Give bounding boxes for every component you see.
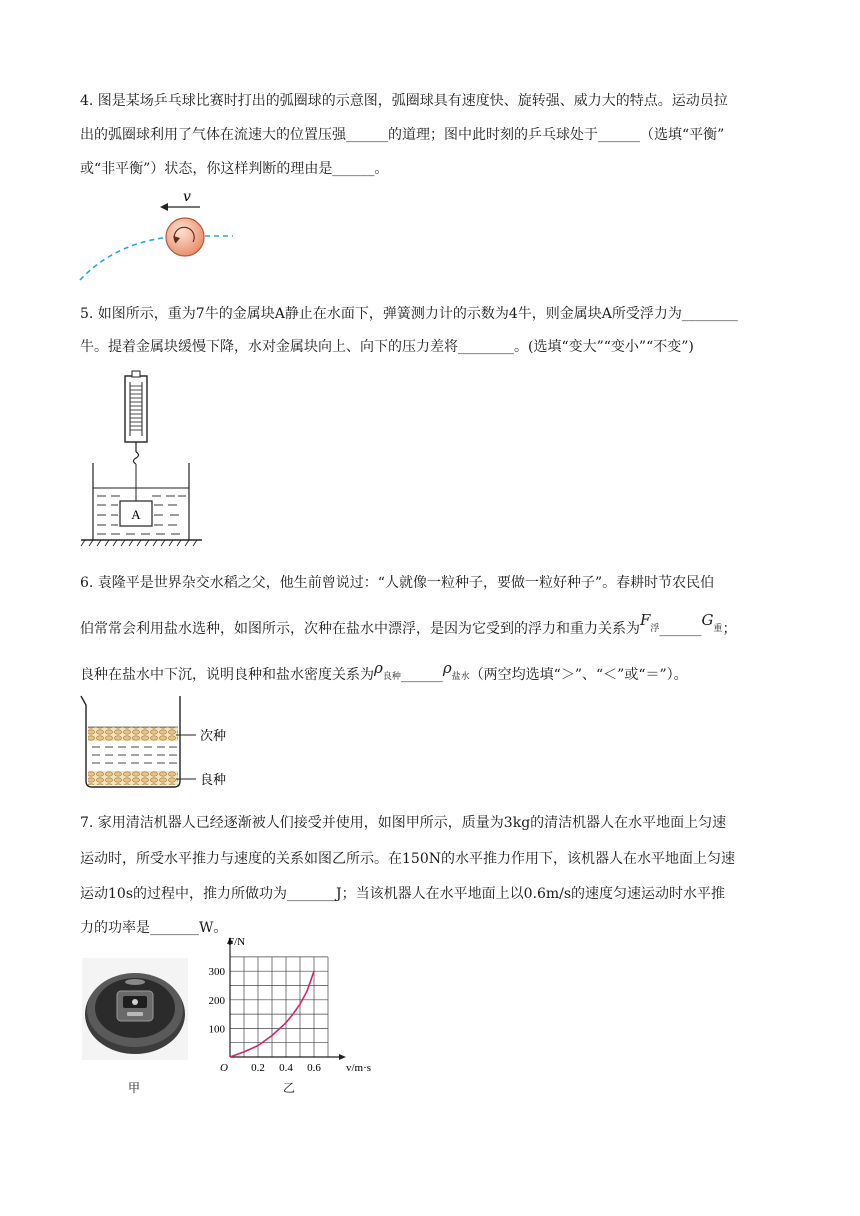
blank-1: ______ (659, 621, 702, 637)
x-tick-label: 0.4 (279, 1062, 293, 1074)
force-velocity-chart (200, 935, 380, 1085)
f-symbol: F (640, 611, 651, 629)
q6-line-2-end: ； (722, 621, 737, 637)
y-tick-label: 100 (208, 1023, 225, 1036)
q6-line-1: 6. 袁隆平是世界杂交水稻之父，他生前曾说过：“人就像一粒种子，要做一粒好种子”。春耕时节农民伯 (80, 575, 715, 591)
velocity-label: v (183, 189, 191, 205)
q4-line-2: 出的弧圈球利用了气体在流速大的位置压强______的道理；图中此时刻的乒乓球处于______（选填“平衡” (80, 127, 725, 143)
q6-line-2-text: 伯常常会利用盐水选种，如图所示，次种在盐水中漂浮，是因为它受到的浮力和重力关系为 (80, 621, 640, 637)
saltwater-lines (92, 747, 177, 763)
rho-symbol-2: ρ (442, 659, 452, 677)
rho2-subscript: 盐水 (451, 672, 470, 682)
ground-hatch (81, 540, 197, 546)
g-subscript: 重 (713, 624, 723, 634)
q6-line-3 (80, 659, 688, 684)
robot-vacuum-photo (82, 958, 188, 1060)
q6-line-3-text: 良种在盐水中下沉，说明良种和盐水密度关系为 (80, 667, 374, 683)
x-axis-label: v/m·s (346, 1062, 372, 1074)
q5-line-2: 牛。提着金属块缓慢下降，水对金属块向上、向下的压力差将________。(选填“变大”“变小”“不变”) (80, 339, 694, 355)
label-inferior-seed: 次种 (200, 729, 227, 744)
q7-line-1: 7. 家用清洁机器人已经逐渐被人们接受并使用，如图甲所示，质量为3kg的清洁机器人在水平地面上匀速 (80, 815, 727, 831)
origin-label: O (220, 1062, 228, 1074)
q4-line-3: 或“非平衡”）状态，你这样判断的理由是______。 (80, 161, 389, 177)
q7-line-3: 运动10s的过程中，推力所做功为_______J；当该机器人在水平地面上以0.6m/s的速度匀速运动时水平推 (80, 886, 726, 902)
g-symbol: G (701, 611, 714, 629)
hook (134, 452, 139, 464)
label-good-seed: 良种 (200, 773, 227, 788)
f-subscript: 浮 (650, 624, 660, 634)
floating-seeds (88, 727, 178, 741)
q7-line-2: 运动时，所受水平推力与速度的关系如图乙所示。在150N的水平推力作用下，该机器人在水平地面上匀速 (80, 851, 735, 867)
q6-line-3-end: （两空均选填“＞”、“＜”或“＝”）。 (469, 667, 688, 683)
rho1-subscript: 良种 (382, 672, 401, 682)
y-axis-label: F/N (228, 936, 246, 948)
velocity-arrowhead (160, 203, 168, 211)
y-tick-label: 300 (208, 966, 225, 979)
rho-symbol-1: ρ (374, 659, 383, 677)
q5-line-1: 5. 如图所示，重为7牛的金属块A静止在水面下，弹簧测力计的示数为4牛，则金属块A所受浮力为________ (80, 306, 738, 322)
q4-line-1: 4. 图是某场乒乓球比赛时打出的弧圈球的示意图，弧圈球具有速度快、旋转强、威力大的特点。运动员拉 (80, 93, 728, 109)
pingpong-ball (166, 218, 204, 256)
q6-line-2 (80, 611, 737, 638)
pingpong-figure (75, 185, 245, 285)
spring-scale-figure (78, 368, 208, 553)
y-tick-label: 200 (208, 994, 225, 1007)
caption-yi: 乙 (283, 1081, 296, 1095)
sunken-seeds (88, 771, 178, 785)
trajectory-path (80, 237, 170, 280)
caption-jia: 甲 (128, 1081, 141, 1095)
seed-selection-figure (78, 693, 248, 793)
q7-line-4: 力的功率是_______W。 (80, 920, 228, 936)
block-a-label: A (131, 507, 141, 522)
x-tick-label: 0.2 (251, 1062, 265, 1074)
blank-2: ______ (400, 667, 443, 683)
x-axis-arrow (339, 1054, 346, 1060)
x-tick-label: 0.6 (307, 1062, 321, 1074)
